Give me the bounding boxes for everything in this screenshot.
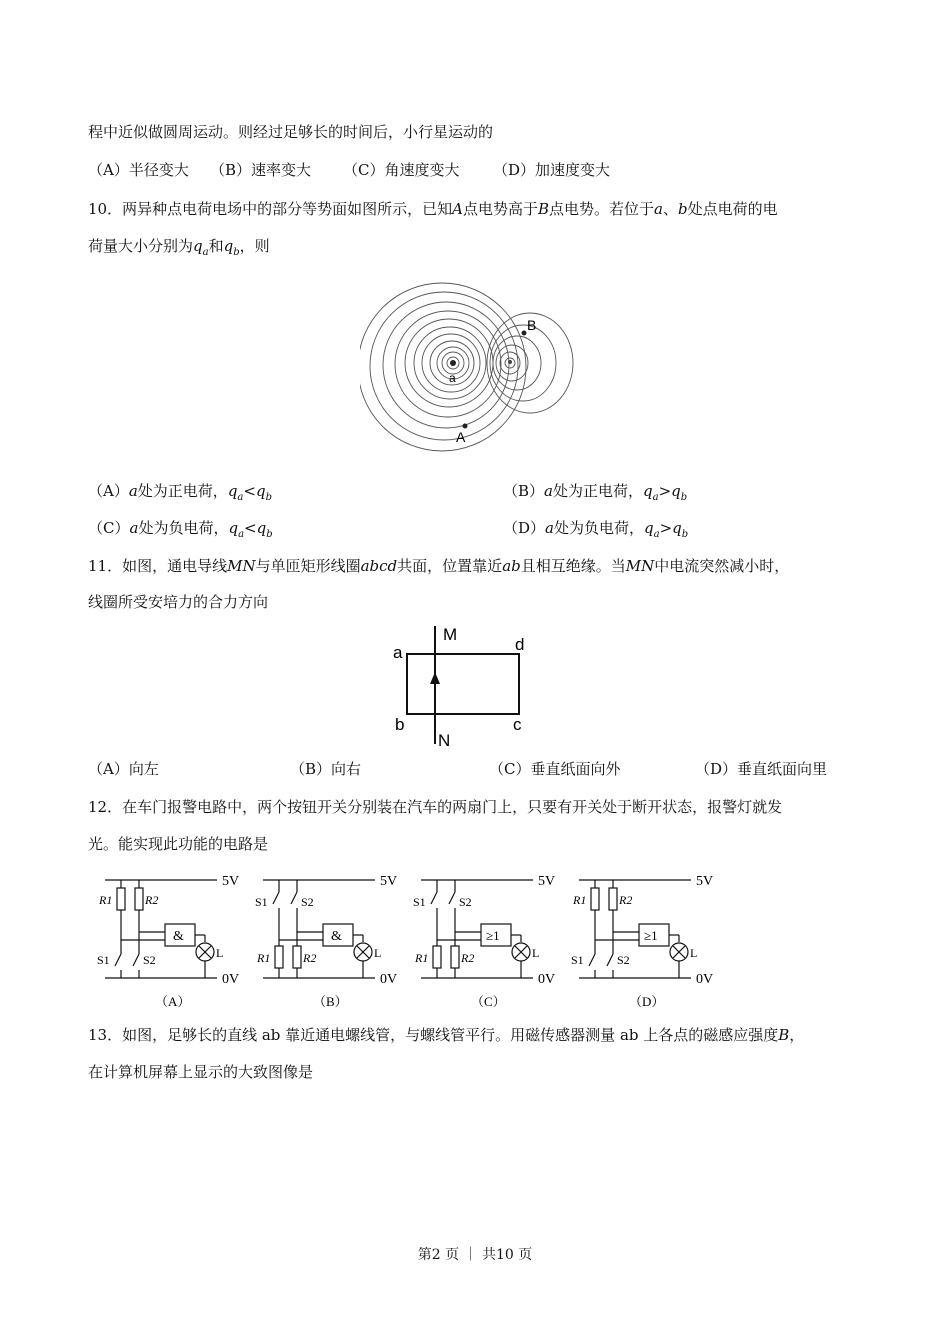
label-r1-a: R1 (99, 893, 113, 907)
label-r1-d: R1 (573, 893, 587, 907)
circuit-c (421, 880, 533, 978)
label-r2-a: R2 (145, 893, 159, 907)
caption-a: （A） (155, 994, 191, 1009)
label-r1-c: R1 (415, 951, 429, 965)
gate-label-c: ≥1 (486, 928, 500, 943)
circuit-options-figure (95, 870, 735, 1012)
gate-label-b: & (331, 929, 342, 944)
label-0v-c: 0V (538, 972, 556, 987)
rectangular-loop (407, 654, 519, 714)
q10-option-a: （A）a处为正电荷，$q_a<q_b$ (88, 482, 272, 503)
q10-option-b: （B）a处为正电荷，$q_a>q_b$ (503, 482, 688, 503)
label-B: B (527, 317, 537, 333)
label-l-b: L (374, 946, 382, 960)
q10-line1: 10．两异种点电荷电场中的部分等势面如图所示，已知A点电势高于B点电势。若位于a、b处点电荷的电 (88, 200, 778, 218)
q9-option-b: （B）速率变大 (210, 161, 312, 179)
label-0v-a: 0V (222, 972, 240, 987)
q11-line2: 线圈所受安培力的合力方向 (88, 593, 269, 611)
label-s1-c: S1 (413, 895, 426, 909)
point-a-dot (463, 424, 468, 429)
label-r2-d: R2 (619, 893, 633, 907)
q9-option-d: （D）加速度变大 (493, 161, 611, 179)
q9-line: 程中近似做圆周运动。则经过足够长的时间后，小行星运动的 (88, 123, 494, 141)
label-0v-d: 0V (696, 972, 714, 987)
current-arrow-icon (430, 672, 440, 684)
label-A: A (456, 429, 466, 445)
q10-option-c: （C）a处为负电荷，$q_a<q_b$ (88, 519, 273, 540)
label-s2-c: S2 (459, 895, 472, 909)
q11-option-b: （B）向右 (290, 760, 362, 778)
q12-line1: 12．在车门报警电路中，两个按钮开关分别装在汽车的两扇门上，只要有开关处于断开状态，报警灯就发 (88, 798, 783, 816)
caption-b: （B） (313, 994, 348, 1009)
label-s1-a: S1 (97, 953, 110, 967)
gate-label-d: ≥1 (644, 928, 658, 943)
label-s2-d: S2 (617, 953, 630, 967)
circuit-d (579, 880, 691, 978)
circuit-a (105, 880, 217, 978)
point-b-dot (522, 331, 527, 336)
label-M: M (443, 625, 458, 644)
label-5v-d: 5V (696, 874, 714, 889)
label-s1-d: S1 (571, 953, 584, 967)
label-d: d (515, 635, 525, 654)
q11-number: 11． (88, 557, 123, 575)
label-0v-b: 0V (380, 972, 398, 987)
label-5v-c: 5V (538, 874, 556, 889)
q9-option-a: （A）半径变大 (88, 161, 189, 179)
q9-option-c: （C）角速度变大 (343, 161, 460, 179)
q11-line1: 11．如图，通电导线MN与单匝矩形线圈abcd共面，位置靠近ab且相互绝缘。当MN中电流突然减小时， (88, 557, 790, 575)
charge-b-dot (508, 360, 512, 364)
q11-option-d: （D）垂直纸面向里 (695, 760, 828, 778)
equipotential-figure (360, 270, 590, 460)
q11-option-a: （A）向左 (88, 760, 159, 778)
q10-line2: 荷量大小分别为$q_a$和$q_b$，则 (88, 237, 270, 258)
caption-c: （C） (471, 994, 506, 1009)
circuit-b (263, 880, 375, 978)
q10-option-d: （D）a处为负电荷，$q_a>q_b$ (503, 519, 689, 540)
label-s1-b: S1 (255, 895, 268, 909)
label-s2-a: S2 (143, 953, 156, 967)
label-N: N (438, 731, 451, 750)
label-a: a (449, 371, 456, 385)
page-footer: 第2 页 ｜ 共10 页 (417, 1247, 533, 1263)
label-r2-b: R2 (303, 951, 317, 965)
q13-line1: 13．如图，足够长的直线 ab 靠近通电螺线管，与螺线管平行。用磁传感器测量 ab 上各点的磁感应强度B， (88, 1026, 805, 1044)
wire-loop-figure (385, 622, 545, 752)
label-c: c (513, 715, 522, 734)
q11-option-c: （C）垂直纸面向外 (489, 760, 621, 778)
q13-line2: 在计算机屏幕上显示的大致图像是 (88, 1063, 314, 1081)
label-l-d: L (690, 946, 698, 960)
label-l-a: L (216, 946, 224, 960)
caption-d: （D） (629, 994, 665, 1009)
label-b: b (395, 715, 405, 734)
label-5v-a: 5V (222, 874, 240, 889)
label-s2-b: S2 (301, 895, 314, 909)
charge-a-dot (450, 360, 456, 366)
label-l-c: L (532, 946, 540, 960)
label-a: a (393, 643, 403, 662)
q12-line2: 光。能实现此功能的电路是 (88, 835, 269, 853)
q10-number: 10． (88, 200, 123, 218)
gate-label-a: & (173, 929, 184, 944)
label-5v-b: 5V (380, 874, 398, 889)
label-r2-c: R2 (461, 951, 475, 965)
label-r1-b: R1 (257, 951, 271, 965)
